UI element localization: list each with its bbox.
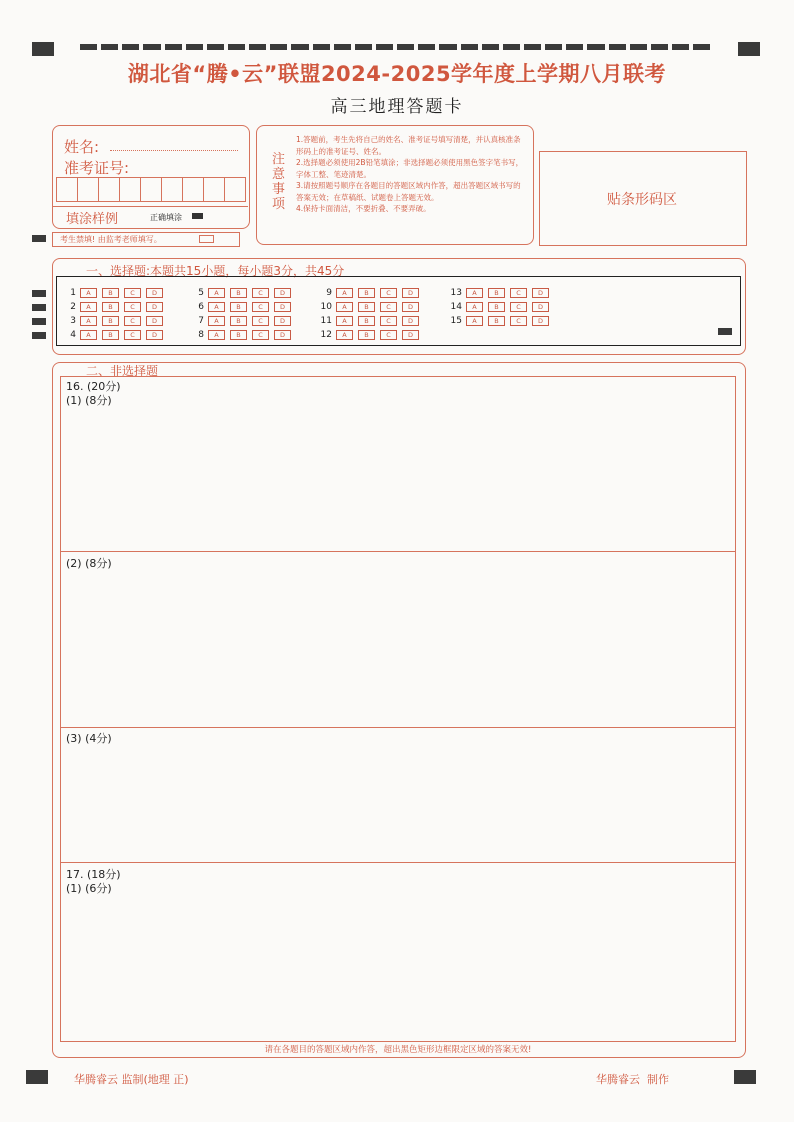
choice-option-9-A[interactable]: A (336, 288, 353, 298)
choice-option-2-A[interactable]: A (80, 302, 97, 312)
correct-fill-label: 正确填涂 (150, 213, 182, 222)
choice-option-12-A[interactable]: A (336, 330, 353, 340)
side-mark-absent (32, 235, 46, 242)
answer-divider-3 (60, 862, 736, 863)
choice-question-13 (448, 288, 554, 298)
choice-question-number: 4 (70, 330, 76, 340)
q16-3-answer-area[interactable] (61, 745, 734, 861)
choice-question-number: 10 (320, 302, 332, 312)
choice-option-13-D[interactable]: D (532, 288, 549, 298)
choice-option-3-C[interactable]: C (124, 316, 141, 326)
choice-option-13-C[interactable]: C (510, 288, 527, 298)
choice-question-number: 12 (320, 330, 332, 340)
choice-option-14-D[interactable]: D (532, 302, 549, 312)
choice-question-number: 14 (450, 302, 462, 312)
q17-label: 17. (18分) (66, 868, 121, 881)
choice-option-2-C[interactable]: C (124, 302, 141, 312)
choice-option-6-B[interactable]: B (230, 302, 247, 312)
choice-question-7 (190, 316, 296, 326)
choice-option-9-B[interactable]: B (358, 288, 375, 298)
corner-mark-top-right (738, 42, 760, 56)
choice-question-3 (62, 316, 168, 326)
side-mark-2 (32, 304, 46, 311)
barcode-label: 贴条形码区 (607, 192, 677, 208)
choice-option-13-A[interactable]: A (466, 288, 483, 298)
note-item-1: 1.答题前，考生先将自己的姓名、准考证号填写清楚，并认真核准条形码上的准考证号、姓名。 (296, 135, 521, 156)
choice-option-6-C[interactable]: C (252, 302, 269, 312)
choice-question-6 (190, 302, 296, 312)
footer-left: 华腾睿云 监制(地理 正) (74, 1073, 189, 1086)
choice-option-8-B[interactable]: B (230, 330, 247, 340)
choice-option-10-D[interactable]: D (402, 302, 419, 312)
choice-question-number: 11 (320, 316, 332, 326)
choice-option-10-A[interactable]: A (336, 302, 353, 312)
choice-question-number: 2 (70, 302, 76, 312)
fill-sample-label: 填涂样例 (66, 212, 119, 227)
zkz-label: 准考证号: (64, 159, 130, 177)
choice-question-10 (318, 302, 424, 312)
choice-option-6-D[interactable]: D (274, 302, 291, 312)
choice-option-3-B[interactable]: B (102, 316, 119, 326)
choice-option-11-A[interactable]: A (336, 316, 353, 326)
choice-question-number: 7 (198, 316, 204, 326)
choice-option-8-D[interactable]: D (274, 330, 291, 340)
choice-question-15 (448, 316, 554, 326)
q17-1-answer-area[interactable] (61, 895, 734, 1039)
absent-label: 考生禁填! 由监考老师填写。 (60, 235, 162, 244)
choice-option-1-D[interactable]: D (146, 288, 163, 298)
name-label: 姓名: (64, 138, 100, 156)
choice-question-number: 9 (326, 288, 332, 298)
choice-option-15-C[interactable]: C (510, 316, 527, 326)
choice-question-14 (448, 302, 554, 312)
corner-mark-top-left (32, 42, 54, 56)
choice-option-9-D[interactable]: D (402, 288, 419, 298)
correct-fill-sample (192, 213, 203, 219)
choice-title: 一、选择题:本题共15小题，每小题3分，共45分 (86, 264, 345, 278)
choice-option-4-A[interactable]: A (80, 330, 97, 340)
note-item-4: 4.保持卡面清洁，不要折叠、不要弄破。 (296, 204, 431, 213)
choice-option-11-D[interactable]: D (402, 316, 419, 326)
choice-option-14-A[interactable]: A (466, 302, 483, 312)
choice-option-15-D[interactable]: D (532, 316, 549, 326)
q16-1-answer-area[interactable] (61, 406, 734, 550)
choice-question-12 (318, 330, 424, 340)
name-field[interactable] (110, 150, 238, 151)
choice-option-2-D[interactable]: D (146, 302, 163, 312)
zkz-grid[interactable] (56, 177, 246, 202)
choice-option-5-A[interactable]: A (208, 288, 225, 298)
choice-option-1-C[interactable]: C (124, 288, 141, 298)
choice-question-number: 15 (450, 316, 462, 326)
footer-right: 华腾睿云 制作 (596, 1073, 669, 1086)
q16-2-label: (2) (8分) (66, 557, 112, 570)
choice-option-4-B[interactable]: B (102, 330, 119, 340)
corner-mark-bottom-left (26, 1070, 48, 1084)
choice-question-4 (62, 330, 168, 340)
choice-option-10-B[interactable]: B (358, 302, 375, 312)
page-title: 湖北省“腾•云”联盟2024-2025学年度上学期八月联考 (127, 62, 667, 86)
note-item-2: 2.选择题必须使用2B铅笔填涂；非选择题必须使用黑色签字笔书写，字体工整、笔迹清楚。 (296, 158, 524, 179)
q16-2-answer-area[interactable] (61, 570, 734, 726)
choice-option-5-C[interactable]: C (252, 288, 269, 298)
side-mark-1 (32, 290, 46, 297)
choice-question-1 (62, 288, 168, 298)
choice-question-number: 6 (198, 302, 204, 312)
choice-option-1-B[interactable]: B (102, 288, 119, 298)
answer-warning: 请在各题目的答题区域内作答，超出黑色矩形边框限定区域的答案无效! (264, 1045, 532, 1055)
choice-option-11-B[interactable]: B (358, 316, 375, 326)
side-mark-4 (32, 332, 46, 339)
choice-option-15-A[interactable]: A (466, 316, 483, 326)
choice-corner-mark (718, 328, 732, 335)
notes-list (296, 134, 524, 215)
choice-option-8-A[interactable]: A (208, 330, 225, 340)
answer-divider-2 (60, 727, 736, 728)
choice-option-7-B[interactable]: B (230, 316, 247, 326)
choice-question-number: 5 (198, 288, 204, 298)
choice-option-4-D[interactable]: D (146, 330, 163, 340)
choice-option-6-A[interactable]: A (208, 302, 225, 312)
choice-question-number: 1 (70, 288, 76, 298)
choice-question-8 (190, 330, 296, 340)
choice-option-4-C[interactable]: C (124, 330, 141, 340)
choice-question-5 (190, 288, 296, 298)
choice-option-2-B[interactable]: B (102, 302, 119, 312)
choice-option-11-C[interactable]: C (380, 316, 397, 326)
choice-option-12-D[interactable]: D (402, 330, 419, 340)
choice-option-7-A[interactable]: A (208, 316, 225, 326)
corner-mark-bottom-right (734, 1070, 756, 1084)
answer-divider-1 (60, 551, 736, 552)
notes-heading: 注意事项 (272, 152, 286, 212)
choice-option-14-B[interactable]: B (488, 302, 505, 312)
choice-option-8-C[interactable]: C (252, 330, 269, 340)
choice-question-2 (62, 302, 168, 312)
q17-1-label: (1) (6分) (66, 882, 112, 895)
choice-question-9 (318, 288, 424, 298)
info-divider (52, 206, 248, 207)
choice-option-10-C[interactable]: C (380, 302, 397, 312)
choice-option-3-A[interactable]: A (80, 316, 97, 326)
side-mark-3 (32, 318, 46, 325)
choice-option-9-C[interactable]: C (380, 288, 397, 298)
choice-question-number: 3 (70, 316, 76, 326)
choice-option-14-C[interactable]: C (510, 302, 527, 312)
choice-option-12-B[interactable]: B (358, 330, 375, 340)
choice-option-12-C[interactable]: C (380, 330, 397, 340)
choice-question-number: 8 (198, 330, 204, 340)
choice-option-7-D[interactable]: D (274, 316, 291, 326)
nonchoice-title: 二、非选择题 (86, 364, 159, 378)
choice-option-13-B[interactable]: B (488, 288, 505, 298)
choice-option-5-B[interactable]: B (230, 288, 247, 298)
choice-option-5-D[interactable]: D (274, 288, 291, 298)
timing-track (80, 44, 710, 50)
choice-option-1-A[interactable]: A (80, 288, 97, 298)
absent-fill-box[interactable] (199, 235, 214, 243)
choice-question-11 (318, 316, 424, 326)
q16-label: 16. (20分) (66, 380, 121, 393)
choice-option-3-D[interactable]: D (146, 316, 163, 326)
choice-option-15-B[interactable]: B (488, 316, 505, 326)
q16-1-label: (1) (8分) (66, 394, 112, 407)
choice-option-7-C[interactable]: C (252, 316, 269, 326)
q16-3-label: (3) (4分) (66, 732, 112, 745)
note-item-3: 3.请按照题号顺序在各题目的答题区域内作答，超出答题区域书写的答案无效；在草稿纸、试题卷上答题无效。 (296, 181, 521, 202)
choice-question-number: 13 (450, 288, 462, 298)
page-subtitle: 高三地理答题卡 (330, 97, 464, 117)
